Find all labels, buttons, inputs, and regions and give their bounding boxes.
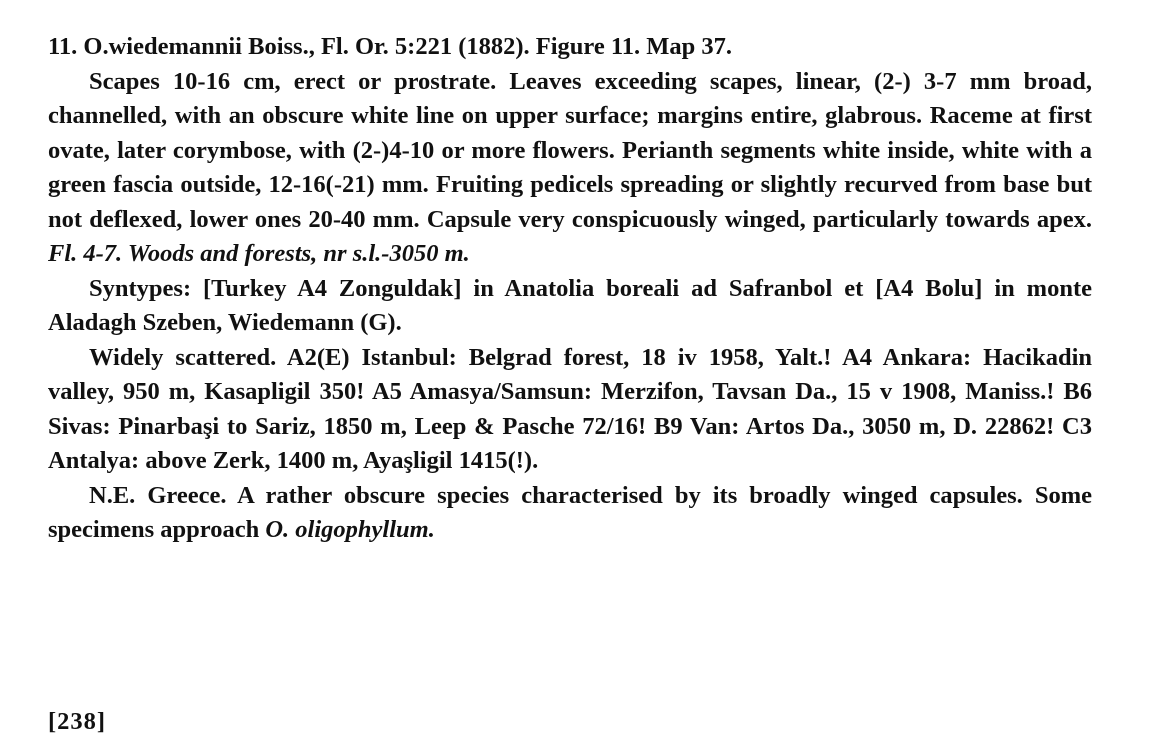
- syntypes-text: Syntypes: [Turkey A4 Zonguldak] in Anatolia boreali ad Safranbol et [A4 Bolu] in monte Aladagh Szeben, Wiedemann (G).: [48, 274, 1092, 336]
- syntypes-paragraph: [48, 272, 1092, 341]
- entry-heading: [48, 30, 1092, 65]
- phenology-habitat: Fl. 4-7. Woods and forests, nr s.l.-3050 m.: [48, 240, 470, 267]
- description-paragraph: [48, 65, 1092, 272]
- species-epithet: wiedemannii: [108, 33, 242, 60]
- notes-paragraph: [48, 479, 1092, 548]
- map-ref: Map 37.: [646, 33, 733, 60]
- genus-abbrev: O.: [83, 33, 109, 60]
- distribution-paragraph: [48, 341, 1092, 479]
- description-text: Scapes 10-16 cm, erect or prostrate. Leaves exceeding scapes, linear, (2-) 3-7 mm broad, channelled, with an obscure white line on upper surface; margins entire, glabrous. Raceme at first ovate, later corymbose, with (2-)4-10 or more flowers. Perianth segments white inside, white with a green fascia outside, 12-16(-21) mm. Fruiting pedicels spreading or slightly recurved from base but not deflexed, lower ones 20-40 mm. Capsule very conspicuously winged, particularly towards apex.: [48, 67, 1092, 233]
- notes-text: N.E. Greece. A rather obscure species characterised by its broadly winged capsules. Some specimens approach: [48, 481, 1092, 543]
- page-number: [238]: [48, 708, 107, 735]
- citation: Boiss., Fl. Or. 5:221 (1882).: [248, 33, 530, 60]
- species-reference: O. oligophyllum.: [265, 516, 435, 543]
- flora-entry: [48, 30, 1092, 548]
- entry-number: 11.: [48, 33, 78, 60]
- figure-ref: Figure 11.: [535, 33, 641, 60]
- species-entry: [48, 30, 1092, 548]
- distribution-text: Widely scattered. A2(E) Istanbul: Belgrad forest, 18 iv 1958, Yalt.! A4 Ankara: Hacikadin valley, 950 m, Kasapligil 350! A5 Amasya/Samsun: Merzifon, Tavsan Da., 15 v 1908, Maniss.! B6 Sivas: Pinarbaşi to Sariz, 1850 m, Leep & Pasche 72/16! B9 Van: Artos Da., 3050 m, D. 22862! C3 Antalya: above Zerk, 1400 m, Ayaşligil 1415(!).: [48, 343, 1092, 474]
